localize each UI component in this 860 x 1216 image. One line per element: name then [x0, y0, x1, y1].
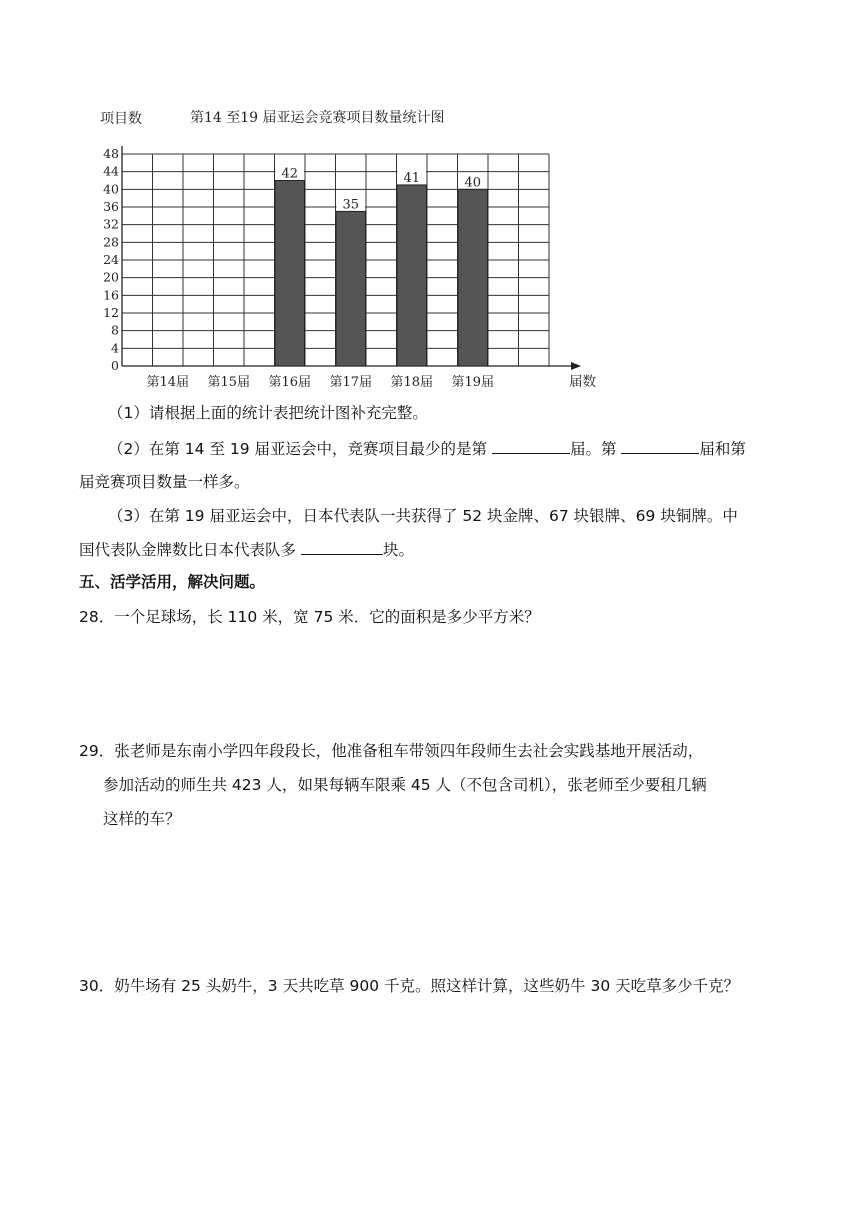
x-tick-label: 第17届 [329, 375, 373, 390]
question-2-text-a: （2）在第 14 至 19 届亚运会中，竞赛项目最少的是第 [108, 440, 492, 458]
x-axis-arrow [571, 362, 581, 370]
y-tick-label: 36 [103, 199, 119, 214]
y-tick-label: 28 [103, 234, 119, 250]
y-tick-label: 44 [103, 163, 119, 179]
question-2-text-b: 届。第 [569, 440, 622, 458]
y-tick-label: 24 [103, 252, 119, 267]
question-3-text-c: 块。 [382, 541, 414, 559]
answer-blank-same-1[interactable] [621, 437, 699, 454]
x-tick-label: 第14届 [146, 375, 190, 390]
question-2-line-2: 届竞赛项目数量一样多。 [79, 473, 250, 491]
x-tick-label: 第15届 [207, 375, 251, 390]
problem-29-line-3: 这样的车？ [103, 810, 181, 828]
chart-title: 第14 至19 届亚运会竞赛项目数量统计图 [190, 110, 445, 126]
bar [397, 185, 427, 366]
x-axis-label: 届数 [569, 374, 596, 390]
bar-chart [98, 102, 596, 394]
problem-28: 28．一个足球场，长 110 米，宽 75 米．它的面积是多少平方米？ [79, 608, 540, 626]
y-axis-label: 项目数 [100, 111, 142, 127]
bar-value-label: 35 [342, 197, 360, 213]
question-2-line-1 [108, 437, 746, 460]
question-3-line-1: （3）在第 19 届亚运会中，日本代表队一共获得了 52 块金牌、67 块银牌、69 块铜牌。中 [108, 507, 738, 525]
problem-29-line-2: 参加活动的师生共 423 人，如果每辆车限乘 45 人（不包含司机），张老师至少要租几辆 [103, 776, 707, 794]
question-3-text-b: 国代表队金牌数比日本代表队多 [79, 541, 301, 559]
y-tick-label: 20 [103, 269, 119, 285]
answer-blank-least[interactable] [492, 437, 570, 454]
x-tick-label: 第19届 [451, 375, 495, 390]
bar-value-label: 41 [403, 170, 421, 186]
y-tick-label: 4 [111, 340, 119, 356]
question-2-text-c: 届和第 [699, 440, 746, 458]
x-tick-label: 第18届 [390, 375, 434, 390]
problem-30: 30．奶牛场有 25 头奶牛，3 天共吃草 900 千克。照这样计算，这些奶牛 30 天吃草多少千克？ [79, 977, 740, 995]
x-tick-label: 第16届 [268, 375, 312, 390]
answer-blank-gold-diff[interactable] [301, 538, 383, 555]
y-tick-label: 48 [103, 146, 119, 161]
question-1: （1）请根据上面的统计表把统计图补充完整。 [108, 404, 428, 422]
question-3-line-2 [79, 538, 414, 561]
y-tick-label: 40 [103, 181, 119, 197]
y-tick-label: 12 [103, 305, 119, 320]
bar [275, 181, 305, 367]
problem-29-line-1: 29．张老师是东南小学四年段段长，他准备租车带领四年段师生去社会实践基地开展活动， [79, 742, 704, 760]
y-tick-label: 16 [103, 287, 119, 303]
bar-value-label: 42 [281, 166, 299, 182]
y-tick-label: 0 [111, 358, 119, 373]
y-tick-label: 32 [103, 216, 119, 232]
chart-svg [98, 102, 596, 394]
section-5-heading: 五、活学活用，解决问题。 [79, 573, 266, 591]
bar [458, 189, 488, 366]
y-tick-label: 8 [111, 322, 119, 338]
bar [336, 211, 366, 366]
bar-value-label: 40 [464, 175, 482, 191]
